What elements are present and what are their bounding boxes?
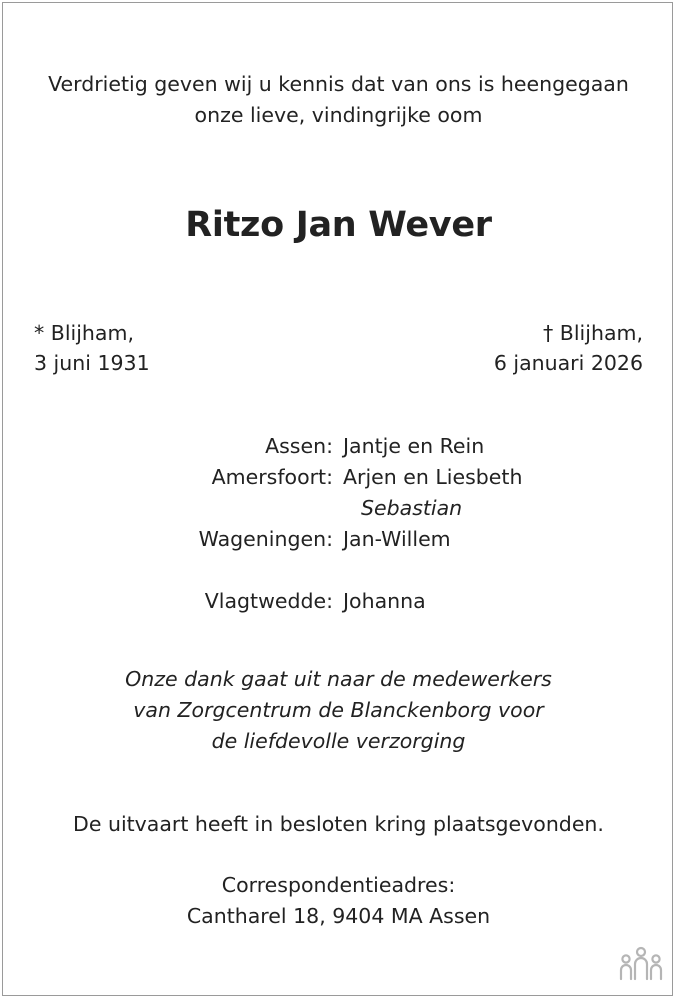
- intro-line-1: Verdrietig geven wij u kennis dat van ons is heengegaan: [48, 72, 629, 96]
- birth-info: [34, 318, 150, 378]
- family-names: Jan-Willem: [343, 527, 451, 551]
- death-info: [494, 318, 643, 378]
- address-line: Cantharel 18, 9404 MA Assen: [186, 904, 491, 928]
- family-list: [0, 431, 677, 617]
- correspondence-address: [0, 870, 677, 932]
- family-row: [0, 462, 677, 493]
- thanks-line-1: Onze dank gaat uit naar de medewerkers: [125, 667, 552, 691]
- family-place: Vlagtwedde:: [204, 589, 333, 613]
- family-place: Wageningen:: [198, 527, 333, 551]
- death-date: 6 januari 2026: [493, 351, 643, 375]
- intro-text: [0, 69, 677, 131]
- family-row: [0, 524, 677, 555]
- family-names: Arjen en Liesbeth: [343, 465, 523, 489]
- family-names: Jantje en Rein: [343, 434, 485, 458]
- thanks-text: [0, 664, 677, 757]
- thanks-line-3: de liefdevolle verzorging: [211, 729, 466, 753]
- family-place: Assen:: [265, 434, 333, 458]
- family-row: [0, 586, 677, 617]
- address-label: Correspondentieadres:: [221, 873, 456, 897]
- death-place: † Blijham,: [543, 321, 643, 345]
- family-row: [0, 431, 677, 462]
- intro-line-2: onze lieve, vindingrijke oom: [194, 103, 483, 127]
- family-names: Johanna: [343, 589, 426, 613]
- family-names-grandchild: Sebastian: [361, 496, 463, 520]
- family-place: Amersfoort:: [211, 465, 333, 489]
- deceased-name: Ritzo Jan Wever: [185, 205, 492, 245]
- family-row: [0, 493, 677, 524]
- birth-place: * Blijham,: [34, 321, 134, 345]
- people-group-icon: [617, 946, 665, 984]
- funeral-notice: De uitvaart heeft in besloten kring plaatsgevonden.: [73, 812, 604, 836]
- thanks-line-2: van Zorgcentrum de Blanckenborg voor: [133, 698, 544, 722]
- birth-date: 3 juni 1931: [34, 351, 150, 375]
